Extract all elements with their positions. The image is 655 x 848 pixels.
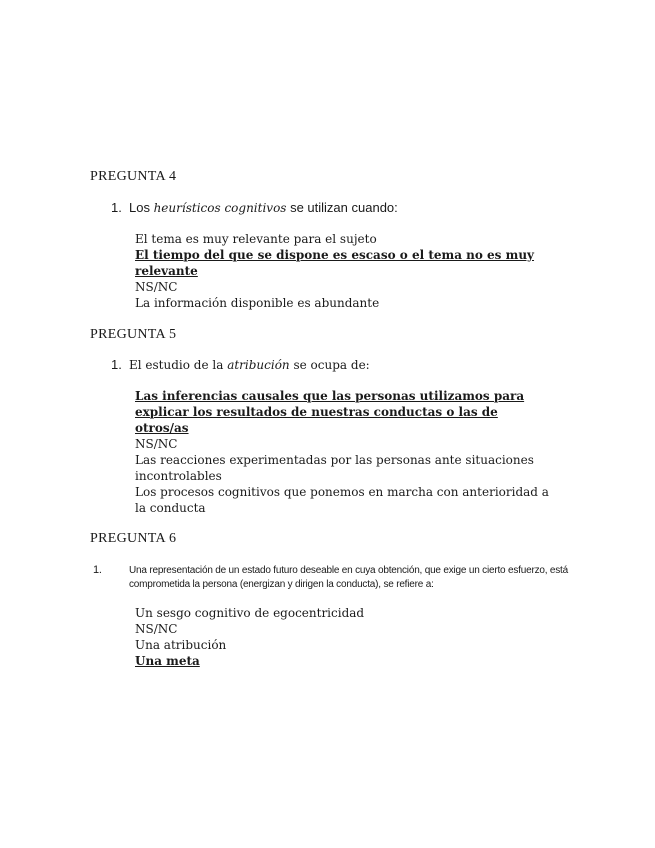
answer-option[interactable]: NS/NC — [135, 280, 178, 294]
answer-option[interactable]: Un sesgo cognitivo de egocentricidad — [135, 606, 365, 620]
answer-option[interactable]: La información disponible es abundante — [135, 296, 380, 310]
question-4-answers — [135, 231, 555, 311]
question-4-term: heurísticos cognitivos — [153, 201, 287, 215]
answer-option[interactable]: El tema es muy relevante para el sujeto — [135, 232, 377, 246]
question-5-suffix: se ocupa de: — [289, 358, 370, 372]
question-5-heading: PREGUNTA 5 — [90, 327, 177, 342]
answer-option[interactable]: NS/NC — [135, 622, 178, 636]
question-6-text — [93, 563, 581, 592]
question-5-number: 1. — [111, 357, 122, 372]
question-4-number: 1. — [111, 200, 122, 215]
question-6-answers — [135, 605, 555, 669]
answer-option[interactable]: Las reacciones experimentadas por las personas ante situaciones incontrolables — [135, 453, 534, 483]
question-5-answers — [135, 388, 555, 516]
question-6-body: Una representación de un estado futuro deseable en cuya obtención, que exige un cierto esfuerzo, está comprometida la persona (energizan y dirigen la conducta), se refiere a: — [129, 565, 568, 590]
question-4-suffix: se utilizan cuando: — [286, 200, 398, 215]
answer-option-correct[interactable]: Las inferencias causales que las personas utilizamos para explicar los resultados de nuestras conductas o las de otros/as — [135, 389, 525, 435]
answer-option-correct[interactable]: El tiempo del que se dispone es escaso o el tema no es muy relevante — [135, 248, 535, 278]
answer-option[interactable]: Una atribución — [135, 638, 227, 652]
answer-option[interactable]: Los procesos cognitivos que ponemos en marcha con anterioridad a la conducta — [135, 485, 549, 515]
answer-option-correct[interactable]: Una meta — [135, 654, 200, 668]
question-4-prefix: Los — [129, 200, 154, 215]
question-6-number: 1. — [93, 564, 102, 576]
question-5-text — [111, 357, 581, 373]
question-5-prefix: El estudio de la — [129, 358, 228, 372]
answer-option[interactable]: NS/NC — [135, 437, 178, 451]
question-4-heading: PREGUNTA 4 — [90, 169, 177, 184]
question-5-term: atribución — [227, 358, 290, 372]
question-6-heading: PREGUNTA 6 — [90, 531, 177, 546]
question-4-text — [111, 200, 581, 216]
